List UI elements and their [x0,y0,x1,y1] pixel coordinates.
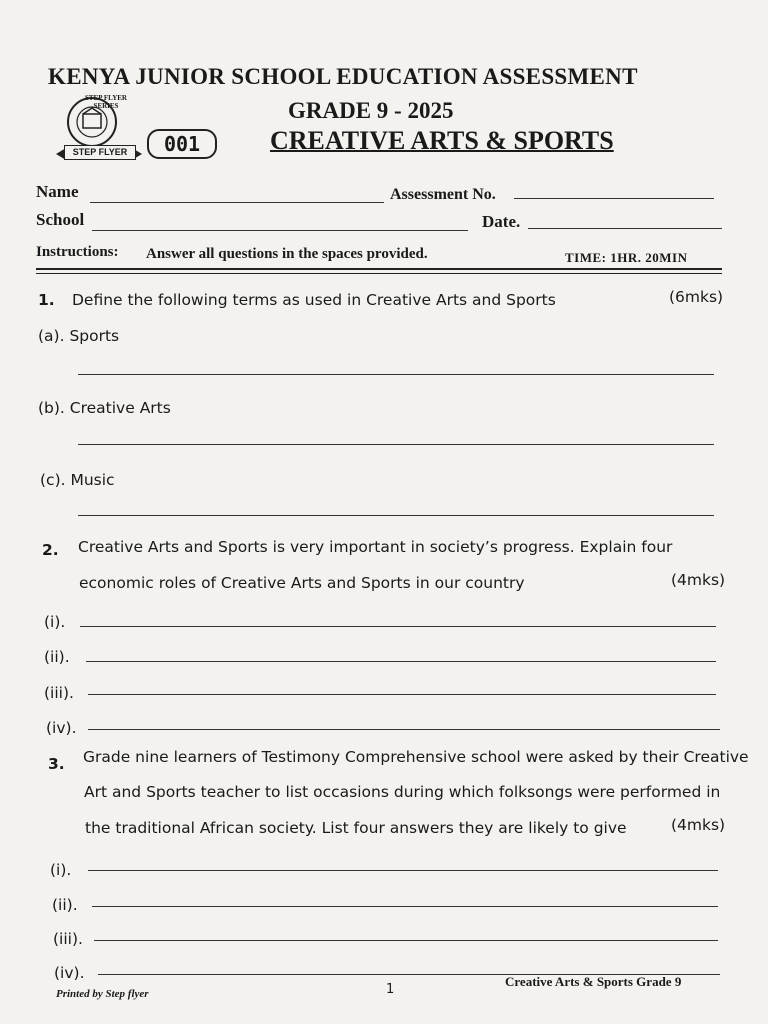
q2-text-line1: Creative Arts and Sports is very important in society’s progress. Explain four [78,538,673,556]
q3i-answer-line[interactable] [88,870,718,871]
q2iii-answer-line[interactable] [88,694,716,695]
logo-arc-text: STEP FLYER SERIES [85,94,127,110]
q2ii-answer-line[interactable] [86,661,716,662]
q1-part-a: (a). Sports [38,327,120,345]
page-number: 1 [386,982,395,997]
school-field[interactable] [92,230,468,231]
q3-item-iii: (iii). [53,930,83,948]
assessment-no-field[interactable] [514,198,714,199]
q2-item-i: (i). [44,613,66,631]
q1a-answer-line[interactable] [78,374,714,375]
q2-text-line2: economic roles of Creative Arts and Sports in our country [79,574,525,592]
paper-code-badge: 001 [147,129,217,159]
grade-year-title: GRADE 9 - 2025 [288,98,454,123]
q3-number: 3. [48,755,65,773]
q3-item-ii: (ii). [52,896,78,914]
q3-text-line2: Art and Sports teacher to list occasions during which folksongs were performed in [84,783,721,801]
q2iv-answer-line[interactable] [88,729,720,730]
q3-marks: (4mks) [671,816,726,834]
logo-banner: STEP FLYER [64,145,136,160]
q3-item-i: (i). [50,861,72,879]
name-label: Name [36,182,79,201]
q1-part-b: (b). Creative Arts [38,399,171,417]
q3-item-iv: (iv). [54,964,85,982]
date-label: Date. [482,212,521,231]
q3iii-answer-line[interactable] [94,940,718,941]
instructions-text: Answer all questions in the spaces provided. [146,246,428,262]
q2-marks: (4mks) [671,571,726,589]
name-field[interactable] [90,202,384,203]
q1c-answer-line[interactable] [78,515,714,516]
q2-item-iv: (iv). [46,719,77,737]
instructions-label: Instructions: [36,244,119,260]
footer-subject: Creative Arts & Sports Grade 9 [505,974,682,989]
assessment-no-label: Assessment No. [390,186,496,203]
q2i-answer-line[interactable] [80,626,716,627]
q2-item-iii: (iii). [44,684,74,702]
q3ii-answer-line[interactable] [92,906,718,907]
q3-text-line1: Grade nine learners of Testimony Comprehensive school were asked by their Creative [83,748,749,766]
q1b-answer-line[interactable] [78,444,714,445]
header-divider-top [36,268,722,270]
header-divider-bottom [36,273,722,274]
q1-part-c: (c). Music [40,471,115,489]
printer-credit: Printed by Step flyer [56,988,149,1000]
q2-item-ii: (ii). [44,648,70,666]
q1-text: Define the following terms as used in Creative Arts and Sports [72,291,556,309]
q1-number: 1. [38,291,55,309]
date-field[interactable] [528,228,722,229]
subject-title: CREATIVE ARTS & SPORTS [270,126,614,155]
q3-text-line3: the traditional African society. List four answers they are likely to give [85,819,627,837]
school-label: School [36,210,85,229]
exam-board-title: KENYA JUNIOR SCHOOL EDUCATION ASSESSMENT [48,64,638,89]
q1-marks: (6mks) [669,288,724,306]
time-allowed: TIME: 1HR. 20MIN [565,250,688,265]
q2-number: 2. [42,541,59,559]
